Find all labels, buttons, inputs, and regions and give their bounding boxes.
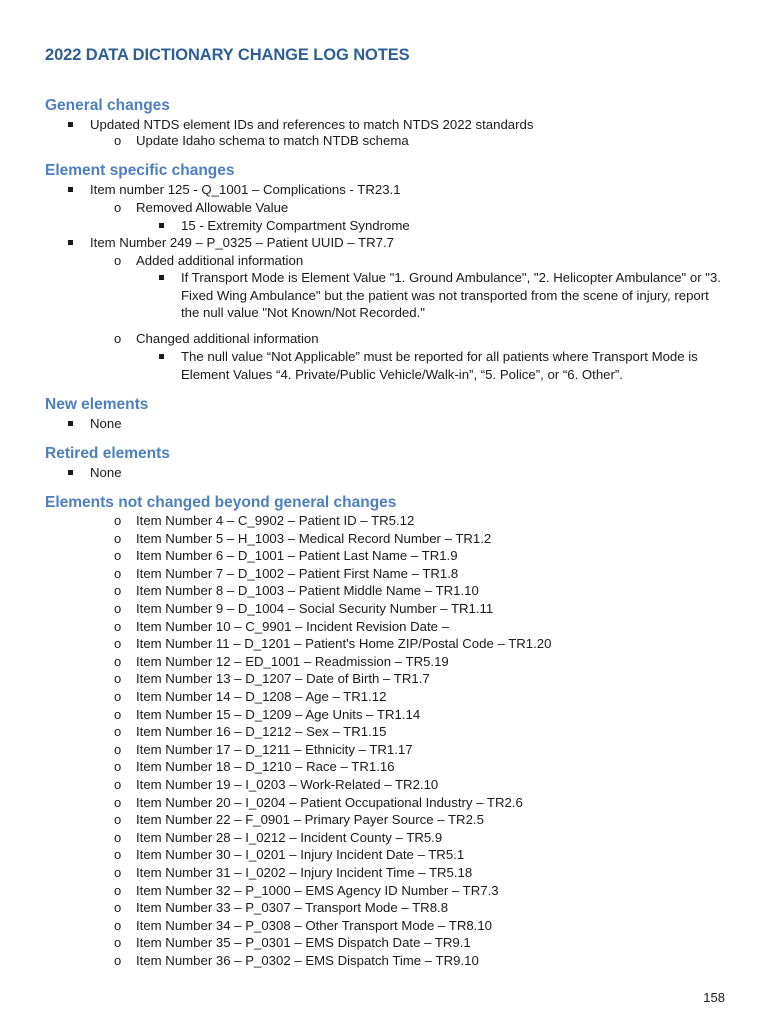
circle-bullet-icon: o [114,794,122,810]
section-heading-element-specific-changes: Element specific changes [45,162,235,179]
page-number: 158 [703,990,725,1005]
circle-bullet-icon: o [114,200,122,215]
list-item [114,776,439,794]
list-item [90,181,401,199]
list-item-text: Item Number 13 – D_1207 – Date of Birth – TR1.7 [136,671,430,687]
list-item [114,741,413,759]
list-item [114,864,473,882]
list-item-text: Item Number 35 – P_0301 – EMS Dispatch Date – TR9.1 [136,935,471,951]
list-item-text: Item Number 34 – P_0308 – Other Transport Mode – TR8.10 [136,917,493,933]
list-item [114,565,459,583]
list-item-text: Item Number 10 – C_9901 – Incident Revision Date – [136,618,450,634]
list-item [181,217,410,235]
square-bullet-icon [68,470,73,475]
list-item [114,688,387,706]
list-item [114,846,465,864]
circle-bullet-icon: o [114,882,122,898]
list-item-text: Item Number 18 – D_1210 – Race – TR1.16 [136,759,395,775]
list-item [181,348,726,383]
list-item [114,882,499,900]
list-item [90,234,394,252]
list-item-text: Item Number 8 – D_1003 – Patient Middle Name – TR1.10 [136,583,479,599]
circle-bullet-icon: o [114,133,122,148]
square-bullet-icon [68,240,73,245]
document-title: 2022 DATA DICTIONARY CHANGE LOG NOTES [45,46,410,64]
list-item-text: Item Number 17 – D_1211 – Ethnicity – TR1.17 [136,741,413,757]
list-item-text: Item Number 32 – P_1000 – EMS Agency ID Number – TR7.3 [136,882,499,898]
list-item [90,415,122,433]
list-item-text: None [90,465,122,480]
list-item-text: Item Number 11 – D_1201 – Patient's Home ZIP/Postal Code – TR1.20 [136,636,552,652]
square-bullet-icon [68,187,73,192]
list-item-text: Item Number 28 – I_0212 – Incident County – TR5.9 [136,829,443,845]
list-item [114,811,484,829]
circle-bullet-icon: o [114,253,122,268]
section-heading-general-changes: General changes [45,97,170,114]
circle-bullet-icon: o [114,847,122,863]
list-item [114,917,493,935]
section-heading-unchanged-elements: Elements not changed beyond general changes [45,494,397,511]
list-item [114,706,421,724]
list-item-text: Item Number 7 – D_1002 – Patient First Name – TR1.8 [136,565,459,581]
section-heading-new-elements: New elements [45,396,149,413]
list-item-text: Removed Allowable Value [136,200,289,215]
list-item-text: Update Idaho schema to match NTDB schema [136,133,409,148]
circle-bullet-icon: o [114,583,122,599]
list-item-text: Item Number 15 – D_1209 – Age Units – TR1.14 [136,706,421,722]
circle-bullet-icon: o [114,953,122,968]
list-item-text: Item Number 5 – H_1003 – Medical Record Number – TR1.2 [136,530,492,546]
circle-bullet-icon: o [114,741,122,757]
list-item [114,635,552,653]
circle-bullet-icon: o [114,777,122,792]
list-item [114,899,449,917]
circle-bullet-icon: o [114,865,122,880]
circle-bullet-icon: o [114,530,122,546]
section-heading-retired-elements: Retired elements [45,445,170,462]
list-item-text: Item Number 9 – D_1004 – Social Security Number – TR1.11 [136,601,494,616]
circle-bullet-icon: o [114,601,122,616]
list-item [181,269,726,322]
list-item-text: Item Number 4 – C_9902 – Patient ID – TR5.12 [136,513,415,528]
circle-bullet-icon: o [114,724,122,740]
list-item [114,330,319,348]
list-item [114,199,289,217]
list-item [114,934,471,952]
list-item-text: Updated NTDS element IDs and references to match NTDS 2022 standards [90,117,534,132]
list-item [114,670,430,688]
circle-bullet-icon: o [114,653,122,669]
list-item-text: Item Number 6 – D_1001 – Patient Last Name – TR1.9 [136,548,458,564]
circle-bullet-icon: o [114,900,122,916]
circle-bullet-icon: o [114,689,122,704]
circle-bullet-icon: o [114,671,122,687]
list-item [114,512,415,530]
square-bullet-icon [159,223,164,228]
list-item-text: Item Number 33 – P_0307 – Transport Mode – TR8.8 [136,900,449,916]
list-item-text: Item Number 14 – D_1208 – Age – TR1.12 [136,689,387,704]
square-bullet-icon [159,354,164,359]
circle-bullet-icon: o [114,812,122,828]
circle-bullet-icon: o [114,636,122,652]
list-item-text: Item Number 20 – I_0204 – Patient Occupational Industry – TR2.6 [136,794,523,810]
list-item-text: Item Number 19 – I_0203 – Work-Related – TR2.10 [136,777,439,792]
circle-bullet-icon: o [114,917,122,933]
list-item-text: Item Number 30 – I_0201 – Injury Incident Date – TR5.1 [136,847,465,863]
list-item-text: Added additional information [136,253,304,268]
list-item-text: If Transport Mode is Element Value "1. Ground Ambulance", "2. Helicopter Ambulance" or "3. Fixed Wing Ambulance" but the patient was not transported from the scene of injury, report the null value "Not Known/Not Recorded." [181,270,721,320]
circle-bullet-icon: o [114,618,122,634]
list-item-text: Item Number 249 – P_0325 – Patient UUID – TR7.7 [90,235,394,250]
circle-bullet-icon: o [114,513,122,528]
list-item [114,582,479,600]
list-item [90,464,122,482]
list-item [90,116,533,134]
circle-bullet-icon: o [114,829,122,845]
list-item-text: Item Number 12 – ED_1001 – Readmission – TR5.19 [136,653,449,669]
circle-bullet-icon: o [114,706,122,722]
list-item [114,530,492,548]
circle-bullet-icon: o [114,935,122,951]
list-item-text: 15 - Extremity Compartment Syndrome [181,218,410,233]
list-item-text: Item Number 16 – D_1212 – Sex – TR1.15 [136,724,387,740]
list-item [114,758,395,776]
list-item-text: Item Number 31 – I_0202 – Injury Incident Time – TR5.18 [136,865,473,880]
list-item-text: Item Number 36 – P_0302 – EMS Dispatch Time – TR9.10 [136,953,479,968]
circle-bullet-icon: o [114,331,122,346]
list-item [114,952,479,970]
list-item [114,794,523,812]
list-item-text: Item Number 22 – F_0901 – Primary Payer Source – TR2.5 [136,812,484,828]
list-item-text: None [90,416,122,431]
list-item-text: The null value “Not Applicable” must be reported for all patients where Transport Mode is Element Values “4. Private/Public Vehicle/Walk-in”, “5. Police”, or “6. Other”. [181,349,698,382]
list-item [114,723,387,741]
circle-bullet-icon: o [114,548,122,564]
list-item-text: Changed additional information [136,331,319,346]
list-item [114,653,449,671]
list-item [114,829,443,847]
square-bullet-icon [68,421,73,426]
square-bullet-icon [159,275,164,280]
list-item [114,132,409,150]
list-item [114,547,458,565]
list-item-text: Item number 125 - Q_1001 – Complications - TR23.1 [90,182,401,197]
circle-bullet-icon: o [114,565,122,581]
circle-bullet-icon: o [114,759,122,775]
list-item [114,618,450,636]
list-item [114,252,304,270]
square-bullet-icon [68,122,73,127]
list-item [114,600,494,618]
